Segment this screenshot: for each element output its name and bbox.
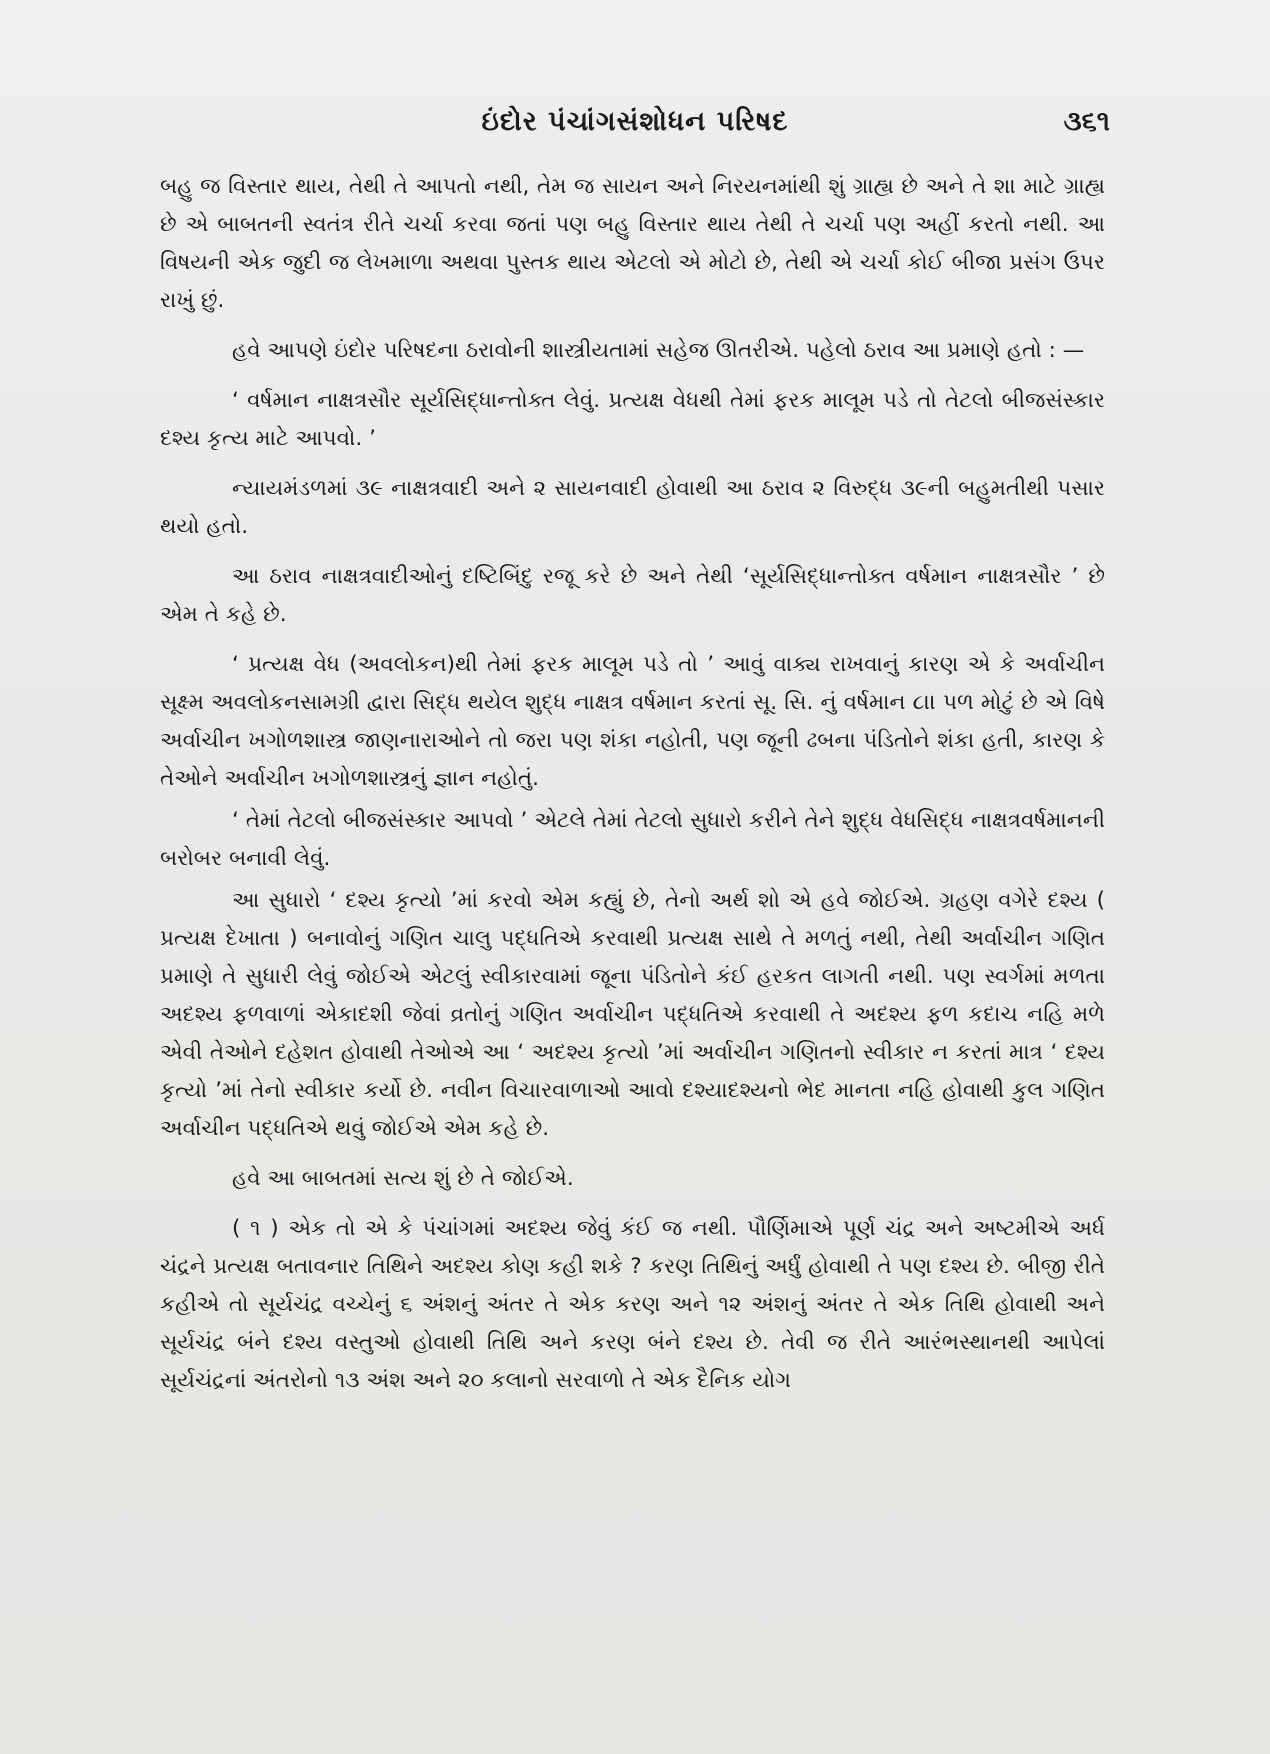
page-number: ૩૬૧ (1063, 106, 1110, 137)
paragraph: ‘ તેમાં તેટલો બીજસંસ્કાર આપવો ’ એટલે તેમાં તેટલો સુધારો કરીને તેને શુદ્ધ વેધસિદ્ધ નાક્ષત્રવર્ષમાનની બરોબર બનાવી લેવું. (160, 808, 1105, 871)
paragraph: ( ૧ ) એક તો એ કે પંચાંગમાં અદશ્ય જેવું કંઈ જ નથી. પૌર્ણિમાએ પૂર્ણ ચંદ્ર અને અષ્ટમીએ અર્ધ ચંદ્રને પ્રત્યક્ષ બતાવનાર તિથિને અદશ્ય કોણ કહી શકે ? કરણ તિથિનું અર્ધું હોવાથી તે પણ દશ્ય છે. બીજી રીતે કહીએ તો સૂર્યચંદ્ર વચ્ચેનું ૬ અંશનું અંતર તે એક કરણ અને ૧૨ અંશનું અંતર તે એક તિથિ હોવાથી અને સૂર્યચંદ્ર બંને દશ્ય વસ્તુઓ હોવાથી તિથિ અને કરણ બંને દશ્ય છે. તેવી જ રીતે આરંભસ્થાનથી આપેલાં સૂર્યચંદ્રનાં અંતરોનો ૧૩ અંશ અને ૨૦ કલાનો સરવાળો તે એક દૈનિક યોગ (160, 1216, 1105, 1393)
paragraph: ન્યાયમંડળમાં ૩૯ નાક્ષત્રવાદી અને ૨ સાયનવાદી હોવાથી આ ઠરાવ ૨ વિરુદ્ધ ૩૯ની બહુમતીથી પસાર થયો હતો. (160, 476, 1105, 539)
paragraph: હવે આ બાબતમાં સત્ય શું છે તે જોઈએ. (232, 1166, 574, 1191)
paragraph: બહુ જ વિસ્તાર થાય, તેથી તે આપતો નથી, તેમ જ સાયન અને નિરયનમાંથી શું ગ્રાહ્ય છે અને તે શા માટે ગ્રાહ્ય છે એ બાબતની સ્વતંત્ર રીતે ચર્ચા કરવા જતાં પણ બહુ વિસ્તાર થાય તેથી તે ચર્ચા પણ અહીં કરતો નથી. આ વિષયની એક જુદી જ લેખમાળા અથવા પુસ્તક થાય એટલો એ મોટો છે, તેથી એ ચર્ચા કોઈ બીજા પ્રસંગ ઉપર રાખું છું. (160, 174, 1105, 313)
running-title: ઇંદોર પંચાંગસંશોધન પરિષદ (481, 106, 789, 137)
quoted-resolution: ‘ વર્ષમાન નાક્ષત્રસૌર સૂર્યસિદ્ધાન્તોક્ત લેવું. પ્રત્યક્ષ વેધથી તેમાં ફરક માલૂમ પડે તો તેટલો બીજસંસ્કાર દશ્ય કૃત્ય માટે આપવો. ’ (160, 388, 1105, 451)
paragraph: ‘ પ્રત્યક્ષ વેધ (અવલોકન)થી તેમાં ફરક માલૂમ પડે તો ’ આવું વાક્ય રાખવાનું કારણ એ કે અર્વાચીન સૂક્ષ્મ અવલોકનસામગ્રી દ્વારા સિદ્ધ થયેલ શુદ્ધ નાક્ષત્ર વર્ષમાન કરતાં સૂ. સિ. નું વર્ષમાન ૮।। પળ મોટું છે એ વિષે અર્વાચીન ખગોળશાસ્ત્ર જાણનારાઓને તો જરા પણ શંકા નહોતી, પણ જૂની ઢબના પંડિતોને શંકા હતી, કારણ કે તેઓને અર્વાચીન ખગોળશાસ્ત્રનું જ્ઞાન નહોતું. (160, 652, 1105, 791)
page-header (160, 106, 1110, 156)
body-text (160, 168, 1105, 1412)
paragraph: આ સુધારો ‘ દશ્ય કૃત્યો ’માં કરવો એમ કહ્યું છે, તેનો અર્થ શો એ હવે જોઈએ. ગ્રહણ વગેરે દશ્ય ( પ્રત્યક્ષ દેખાતા ) બનાવોનું ગણિત ચાલુ પદ્ધતિએ કરવાથી પ્રત્યક્ષ સાથે તે મળતું નથી, તેથી અર્વાચીન ગણિત પ્રમાણે તે સુધારી લેવું જોઈએ એટલું સ્વીકારવામાં જૂના પંડિતોને કંઈ હરકત લાગતી નથી. પણ સ્વર્ગમાં મળતા અદશ્ય ફળવાળાં એકાદશી જેવાં વ્રતોનું ગણિત અર્વાચીન પદ્ધતિએ કરવાથી તે અદશ્ય ફળ કદાચ નહિ મળે એવી તેઓને દહેશત હોવાથી તેઓએ આ ‘ અદશ્ય કૃત્યો ’માં અર્વાચીન ગણિતનો સ્વીકાર ન કરતાં માત્ર ‘ દશ્ય કૃત્યો ’માં તેનો સ્વીકાર કર્યો છે. નવીન વિચારવાળાઓ આવો દશ્યાદશ્યનો ભેદ માનતા નહિ હોવાથી કુલ ગણિત અર્વાચીન પદ્ધતિએ થવું જોઈએ એમ કહે છે. (160, 888, 1105, 1141)
paragraph: હવે આપણે ઇંદોર પરિષદના ઠરાવોની શાસ્ત્રીયતામાં સહેજ ઊતરીએ. પહેલો ઠરાવ આ પ્રમાણે હતો : — (232, 338, 1085, 363)
paragraph: આ ઠરાવ નાક્ષત્રવાદીઓનું દષ્ટિબિંદુ રજૂ કરે છે અને તેથી ‘સૂર્યસિદ્ધાન્તોક્ત વર્ષમાન નાક્ષત્રસૌર ’ છે એમ તે કહે છે. (160, 564, 1105, 627)
